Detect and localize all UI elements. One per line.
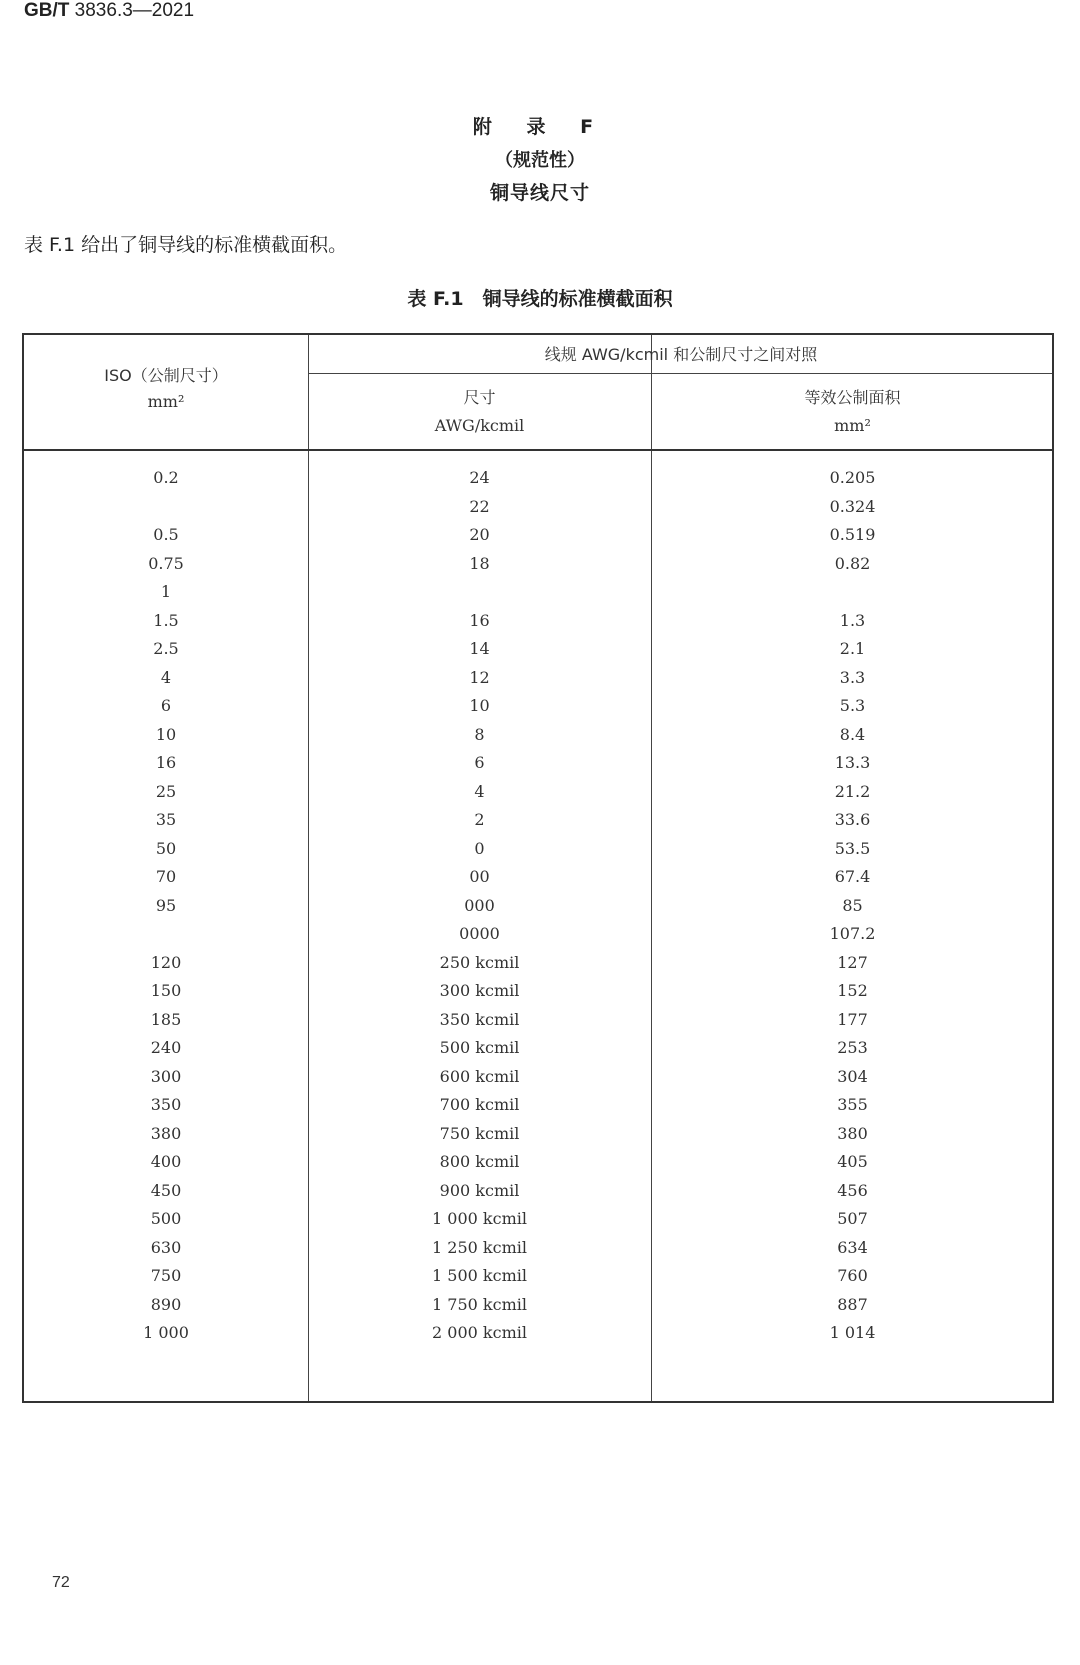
cell-iso: 1 000 xyxy=(143,1323,189,1342)
cell-equivalent: 13.3 xyxy=(834,753,871,772)
annex-title: 附 录 F xyxy=(472,116,608,138)
cell-equivalent: 8.4 xyxy=(839,724,866,744)
cell-iso: 400 xyxy=(150,1152,182,1171)
page-number: 72 xyxy=(52,1574,70,1591)
table-row xyxy=(24,520,1052,550)
intro-paragraph: 表 F.1 给出了铜导线的标准横截面积。 xyxy=(24,234,348,256)
cell-equivalent: 127 xyxy=(837,952,868,972)
table-row xyxy=(24,1062,1052,1092)
cell-equivalent: 177 xyxy=(837,1009,868,1029)
cell-awg: 12 xyxy=(469,667,490,687)
cell-awg: 8 xyxy=(474,724,485,744)
cell-iso: 2.5 xyxy=(153,639,179,658)
cell-awg: 20 xyxy=(469,525,490,544)
cell-iso: 10 xyxy=(155,724,177,744)
standard-code: 3836.3—2021 xyxy=(74,0,195,21)
cell-awg: 1 250 kcmil xyxy=(432,1237,527,1257)
cell-awg: 500 kcmil xyxy=(439,1038,520,1057)
cell-awg: 250 kcmil xyxy=(439,952,520,972)
cell-equivalent: 1 014 xyxy=(829,1323,876,1342)
cell-equivalent: 634 xyxy=(837,1237,868,1257)
table-row xyxy=(24,1233,1052,1263)
cell-iso: 35 xyxy=(155,810,177,829)
cell-iso: 380 xyxy=(150,1123,182,1143)
header-size-unit: AWG/kcmil xyxy=(434,416,525,435)
table-row xyxy=(24,1204,1052,1234)
table-row xyxy=(24,663,1052,693)
cell-iso: 4 xyxy=(160,667,172,687)
cell-iso: 150 xyxy=(150,981,182,1000)
cell-iso: 50 xyxy=(155,838,177,858)
cell-iso: 1.5 xyxy=(153,610,179,630)
cell-iso: 70 xyxy=(155,867,177,886)
cell-awg: 300 kcmil xyxy=(439,981,520,1000)
cell-iso: 1 xyxy=(160,582,172,601)
cell-iso: 750 xyxy=(150,1266,182,1285)
table-row xyxy=(24,805,1052,835)
cell-equivalent: 67.4 xyxy=(834,867,871,886)
table-row xyxy=(24,1147,1052,1177)
cell-equivalent: 507 xyxy=(837,1209,868,1228)
cross-section-table xyxy=(22,333,1054,1403)
cell-equivalent: 355 xyxy=(837,1095,868,1114)
table-caption: 表 F.1 铜导线的标准横截面积 xyxy=(407,288,673,310)
cell-awg: 4 xyxy=(474,781,485,801)
header-iso-unit: mm² xyxy=(147,392,185,411)
cell-iso: 6 xyxy=(160,696,172,715)
table-row xyxy=(24,1033,1052,1063)
header-equivalent-area xyxy=(651,387,1054,437)
table-row xyxy=(24,1176,1052,1206)
cell-iso: 25 xyxy=(155,781,177,801)
table-row xyxy=(24,919,1052,949)
table-row xyxy=(24,1318,1052,1348)
table-row xyxy=(24,463,1052,493)
cell-equivalent: 0.82 xyxy=(834,553,871,573)
standard-prefix: GB/T xyxy=(24,0,70,21)
cell-awg: 24 xyxy=(469,468,490,487)
cell-iso: 350 xyxy=(150,1095,182,1114)
cell-iso: 0.5 xyxy=(153,525,179,544)
table-row xyxy=(24,834,1052,864)
table-row xyxy=(24,691,1052,721)
cell-awg: 0000 xyxy=(459,924,500,943)
cell-equivalent: 304 xyxy=(837,1066,868,1086)
header-size xyxy=(308,387,651,437)
table-row xyxy=(24,1261,1052,1291)
cell-awg: 800 kcmil xyxy=(439,1152,520,1171)
header-iso xyxy=(24,365,308,413)
cell-iso: 16 xyxy=(155,753,177,772)
cell-equivalent: 380 xyxy=(837,1123,868,1143)
cell-awg: 16 xyxy=(469,610,490,630)
cell-equivalent: 152 xyxy=(837,981,868,1000)
table-row xyxy=(24,634,1052,664)
header-iso-label: ISO（公制尺寸） xyxy=(104,366,228,385)
cell-iso: 95 xyxy=(155,895,177,915)
cell-awg: 00 xyxy=(469,867,490,886)
cell-iso: 450 xyxy=(150,1180,182,1200)
header-subdivider xyxy=(308,373,1052,374)
cell-iso: 500 xyxy=(150,1209,182,1228)
table-row xyxy=(24,720,1052,750)
table-row xyxy=(24,1005,1052,1035)
cell-equivalent: 253 xyxy=(837,1038,868,1057)
cell-equivalent: 405 xyxy=(837,1152,868,1171)
cell-iso: 0.75 xyxy=(148,553,184,573)
cell-equivalent: 33.6 xyxy=(834,810,871,829)
standard-number xyxy=(24,0,194,22)
cell-awg: 000 xyxy=(464,895,495,915)
cell-equivalent: 760 xyxy=(837,1266,868,1285)
header-group: 线规 AWG/kcmil 和公制尺寸之间对照 xyxy=(544,345,818,364)
table-row xyxy=(24,1290,1052,1320)
cell-awg: 10 xyxy=(469,696,490,715)
table-row xyxy=(24,606,1052,636)
cell-equivalent: 5.3 xyxy=(839,696,866,715)
cell-equivalent: 0.519 xyxy=(829,525,876,544)
cell-iso: 120 xyxy=(150,952,182,972)
cell-equivalent: 3.3 xyxy=(839,667,866,687)
cell-equivalent: 53.5 xyxy=(834,838,871,858)
cell-awg: 2 xyxy=(474,810,485,829)
cell-equivalent: 0.205 xyxy=(829,468,876,487)
cell-equivalent: 887 xyxy=(837,1294,868,1314)
cell-awg: 14 xyxy=(469,639,490,658)
cell-iso: 890 xyxy=(150,1294,182,1314)
cell-equivalent: 107.2 xyxy=(829,924,876,943)
cell-awg: 18 xyxy=(469,553,490,573)
header-equivalent-unit: mm² xyxy=(834,416,871,435)
cell-awg: 750 kcmil xyxy=(439,1123,520,1143)
cell-awg: 0 xyxy=(474,838,485,858)
cell-iso: 630 xyxy=(150,1237,182,1257)
header-size-label: 尺寸 xyxy=(463,388,496,407)
cell-iso: 240 xyxy=(150,1038,182,1057)
table-row xyxy=(24,748,1052,778)
table-row xyxy=(24,1119,1052,1149)
cell-awg: 1 000 kcmil xyxy=(432,1209,527,1228)
cell-awg: 1 750 kcmil xyxy=(432,1294,527,1314)
header-bottom-rule xyxy=(24,449,1052,451)
annex-type: （规范性） xyxy=(495,150,585,171)
table-row xyxy=(24,948,1052,978)
cell-awg: 350 kcmil xyxy=(439,1009,520,1029)
cell-equivalent: 2.1 xyxy=(839,639,866,658)
table-row xyxy=(24,577,1052,607)
cell-equivalent: 456 xyxy=(837,1180,868,1200)
table-row xyxy=(24,862,1052,892)
table-row xyxy=(24,549,1052,579)
cell-equivalent: 1.3 xyxy=(839,610,866,630)
table-row xyxy=(24,891,1052,921)
header-equivalent-label: 等效公制面积 xyxy=(804,388,901,407)
cell-awg: 22 xyxy=(469,496,490,516)
cell-iso: 185 xyxy=(150,1009,182,1029)
cell-awg: 1 500 kcmil xyxy=(432,1266,527,1285)
table-row xyxy=(24,976,1052,1006)
cell-awg: 6 xyxy=(474,753,485,772)
cell-equivalent: 21.2 xyxy=(834,781,871,801)
cell-equivalent: 85 xyxy=(842,895,863,915)
table-row xyxy=(24,777,1052,807)
annex-subject: 铜导线尺寸 xyxy=(489,182,590,204)
cell-awg: 700 kcmil xyxy=(439,1095,520,1114)
cell-iso: 300 xyxy=(150,1066,182,1086)
cell-awg: 2 000 kcmil xyxy=(432,1323,527,1342)
table-row xyxy=(24,492,1052,522)
table-row xyxy=(24,1090,1052,1120)
cell-awg: 600 kcmil xyxy=(439,1066,520,1086)
cell-awg: 900 kcmil xyxy=(439,1180,520,1200)
cell-iso: 0.2 xyxy=(153,468,179,487)
cell-equivalent: 0.324 xyxy=(829,496,876,516)
